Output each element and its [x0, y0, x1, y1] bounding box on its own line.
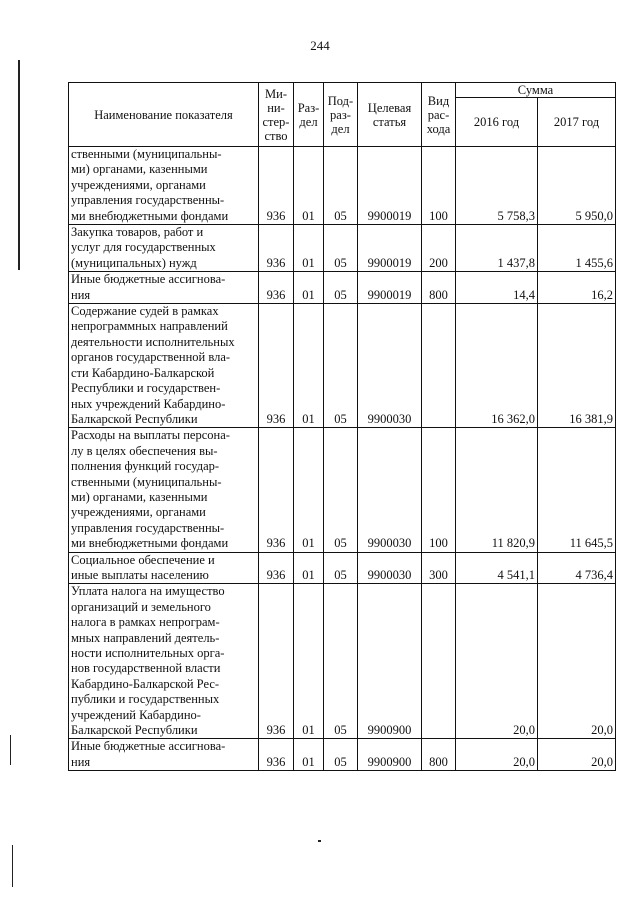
- header-line: статья: [372, 114, 407, 129]
- cell-subsection: 05: [324, 147, 358, 225]
- cell-ministry: 936: [259, 584, 294, 739]
- cell-name-line: публики и государственных: [71, 692, 220, 707]
- header-line: стер-: [262, 114, 290, 129]
- cell-subsection: 05: [324, 272, 358, 304]
- cell-name-line: услуг для государственных: [71, 240, 216, 255]
- header-line: хода: [426, 121, 451, 136]
- cell-sum-2016: 14,4: [456, 272, 538, 304]
- table-row: [69, 304, 616, 428]
- cell-name-line: ния: [71, 754, 91, 769]
- cell-name-line: управления государственны-: [71, 193, 225, 208]
- cell-sum-2017: 20,0: [538, 739, 616, 771]
- cell-section: 01: [294, 225, 324, 272]
- header-line: дел: [331, 121, 350, 136]
- cell-sum-2016: 11 820,9: [456, 428, 538, 552]
- cell-name: [69, 304, 259, 428]
- cell-name-line: органов государственной вла-: [71, 350, 231, 365]
- cell-name-line: Уплата налога на имущество: [71, 584, 225, 599]
- header-target-article: [358, 83, 422, 147]
- cell-section: 01: [294, 428, 324, 552]
- cell-ministry: 936: [259, 428, 294, 552]
- cell-name-line: Балкарской Республики: [71, 723, 198, 738]
- cell-name-line: ми внебюджетными фондами: [71, 208, 229, 223]
- cell-name-line: управления государственны-: [71, 520, 225, 535]
- table-row: [69, 147, 616, 225]
- header-year-2017: 2017 год: [538, 98, 616, 147]
- cell-name: [69, 584, 259, 739]
- cell-section: 01: [294, 584, 324, 739]
- header-line: ство: [264, 128, 288, 143]
- cell-name: [69, 428, 259, 552]
- cell-sum-2017: 5 950,0: [538, 147, 616, 225]
- cell-name-line: Расходы на выплаты персона-: [71, 428, 230, 443]
- cell-name-line: Закупка товаров, работ и: [71, 225, 204, 240]
- table-row: [69, 552, 616, 584]
- cell-name-line: учреждений Кабардино-: [71, 707, 201, 722]
- cell-ministry: 936: [259, 304, 294, 428]
- cell-target-article: 9900030: [358, 304, 422, 428]
- cell-subsection: 05: [324, 225, 358, 272]
- header-subsection: [324, 83, 358, 147]
- cell-sum-2017: 11 645,5: [538, 428, 616, 552]
- cell-subsection: 05: [324, 428, 358, 552]
- scan-edge-mark: [12, 845, 13, 887]
- header-line: рас-: [427, 107, 450, 122]
- cell-name-line: ми) органами, казенными: [71, 489, 208, 504]
- cell-name-line: Балкарской Республики: [71, 411, 198, 426]
- cell-name-line: ственными (муниципальны-: [71, 147, 222, 161]
- cell-name-line: ственными (муниципальны-: [71, 474, 222, 489]
- cell-subsection: 05: [324, 584, 358, 739]
- cell-subsection: 05: [324, 552, 358, 584]
- cell-section: 01: [294, 147, 324, 225]
- cell-expense-type: 100: [422, 147, 456, 225]
- cell-ministry: 936: [259, 272, 294, 304]
- cell-sum-2016: 4 541,1: [456, 552, 538, 584]
- cell-name: [69, 272, 259, 304]
- cell-sum-2017: 1 455,6: [538, 225, 616, 272]
- cell-name-line: учреждениями, органами: [71, 177, 206, 192]
- cell-ministry: 936: [259, 739, 294, 771]
- header-name: Наименование показателя: [69, 83, 259, 147]
- cell-section: 01: [294, 739, 324, 771]
- cell-ministry: 936: [259, 147, 294, 225]
- cell-section: 01: [294, 552, 324, 584]
- cell-target-article: 9900019: [358, 147, 422, 225]
- table-row: [69, 739, 616, 771]
- cell-sum-2016: 5 758,3: [456, 147, 538, 225]
- table-body: [69, 147, 616, 771]
- header-line: Под-: [327, 93, 354, 108]
- cell-name-line: иные выплаты населению: [71, 567, 209, 582]
- cell-section: 01: [294, 304, 324, 428]
- cell-name-line: ния: [71, 287, 91, 302]
- cell-sum-2016: 1 437,8: [456, 225, 538, 272]
- cell-name-line: Кабардино-Балкарской Рес-: [71, 676, 220, 691]
- header-expense-type: [422, 83, 456, 147]
- header-sum: Сумма: [456, 83, 616, 98]
- cell-name-line: мных направлений деятель-: [71, 630, 220, 645]
- cell-name: [69, 552, 259, 584]
- cell-name-line: нов государственной власти: [71, 661, 221, 676]
- scan-dot: [318, 840, 321, 842]
- page-number: 244: [310, 38, 330, 53]
- cell-sum-2016: 20,0: [456, 739, 538, 771]
- cell-ministry: 936: [259, 552, 294, 584]
- cell-name-line: Иные бюджетные ассигнова-: [71, 272, 226, 287]
- cell-name-line: Содержание судей в рамках: [71, 304, 219, 319]
- table-row: [69, 225, 616, 272]
- cell-sum-2016: 16 362,0: [456, 304, 538, 428]
- header-line: Раз-: [297, 100, 320, 115]
- cell-expense-type: [422, 304, 456, 428]
- cell-name-line: ми) органами, казенными: [71, 162, 208, 177]
- cell-sum-2017: 16 381,9: [538, 304, 616, 428]
- cell-target-article: 9900030: [358, 552, 422, 584]
- cell-ministry: 936: [259, 225, 294, 272]
- cell-name: [69, 739, 259, 771]
- cell-expense-type: 300: [422, 552, 456, 584]
- header-ministry: [259, 83, 294, 147]
- table-row: [69, 272, 616, 304]
- cell-expense-type: 800: [422, 739, 456, 771]
- table-row: [69, 584, 616, 739]
- cell-sum-2017: 4 736,4: [538, 552, 616, 584]
- cell-expense-type: 100: [422, 428, 456, 552]
- cell-target-article: 9900019: [358, 272, 422, 304]
- cell-name-line: налога в рамках непрограм-: [71, 615, 220, 630]
- cell-name-line: ных учреждений Кабардино-: [71, 396, 226, 411]
- budget-table: [68, 82, 616, 771]
- table-row: [69, 428, 616, 552]
- cell-subsection: 05: [324, 739, 358, 771]
- cell-sum-2016: 20,0: [456, 584, 538, 739]
- scan-edge-mark: [18, 60, 20, 270]
- cell-name-line: Иные бюджетные ассигнова-: [71, 739, 226, 754]
- cell-name-line: Социальное обеспечение и: [71, 552, 215, 567]
- cell-target-article: 9900030: [358, 428, 422, 552]
- cell-name: [69, 147, 259, 225]
- header-section: [294, 83, 324, 147]
- header-line: Целевая: [367, 100, 412, 115]
- cell-name-line: деятельности исполнительных: [71, 334, 235, 349]
- cell-sum-2017: 20,0: [538, 584, 616, 739]
- header-line: Вид: [427, 93, 450, 108]
- header-line: раз-: [330, 107, 351, 122]
- header-line: Ми-: [265, 86, 287, 101]
- cell-expense-type: [422, 584, 456, 739]
- cell-name-line: полнения функций государ-: [71, 459, 220, 474]
- cell-name-line: непрограммных направлений: [71, 319, 228, 334]
- header-line: ни-: [267, 100, 285, 115]
- cell-name-line: ми внебюджетными фондами: [71, 536, 229, 551]
- cell-expense-type: 800: [422, 272, 456, 304]
- cell-name-line: сти Кабардино-Балкарской: [71, 365, 215, 380]
- cell-name-line: учреждениями, органами: [71, 505, 206, 520]
- cell-name: [69, 225, 259, 272]
- scan-edge-mark: [10, 735, 11, 765]
- cell-name-line: ности исполнительных орга-: [71, 646, 225, 660]
- cell-name-line: организаций и земельного: [71, 599, 211, 614]
- cell-name-line: (муниципальных) нужд: [71, 255, 197, 270]
- cell-target-article: 9900019: [358, 225, 422, 272]
- header-line: дел: [299, 114, 318, 129]
- header-year-2016: 2016 год: [456, 98, 538, 147]
- cell-subsection: 05: [324, 304, 358, 428]
- cell-target-article: 9900900: [358, 584, 422, 739]
- cell-name-line: Республики и государствен-: [71, 381, 221, 396]
- cell-target-article: 9900900: [358, 739, 422, 771]
- cell-expense-type: 200: [422, 225, 456, 272]
- cell-sum-2017: 16,2: [538, 272, 616, 304]
- cell-section: 01: [294, 272, 324, 304]
- cell-name-line: лу в целях обеспечения вы-: [71, 443, 218, 458]
